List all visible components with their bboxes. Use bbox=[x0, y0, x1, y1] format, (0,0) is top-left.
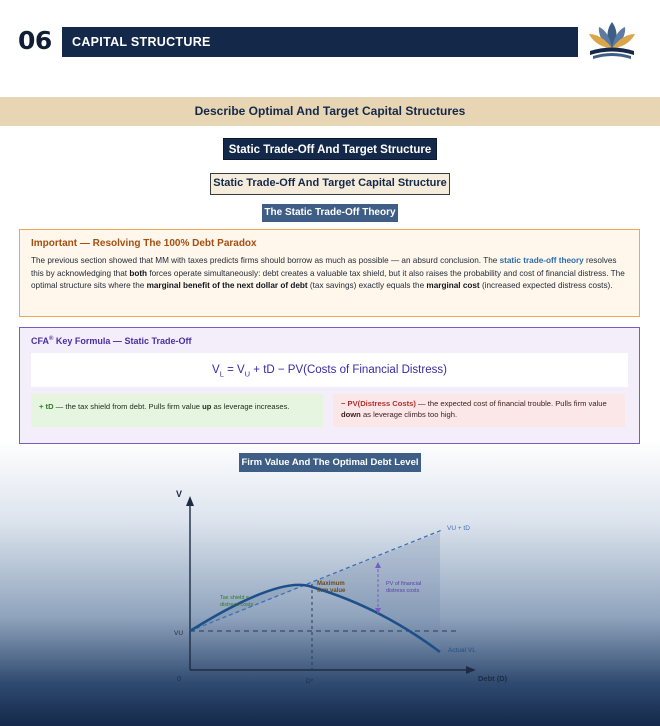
topic-title: Static Trade-Off And Target Structure bbox=[223, 138, 437, 160]
chart-title-label: Firm Value And The Optimal Debt Level bbox=[239, 453, 421, 472]
actual-vl-label: Actual VL bbox=[448, 647, 476, 654]
firm-value-chart bbox=[0, 472, 660, 692]
y-axis-arrow bbox=[186, 496, 194, 506]
static-trade-off-highlight: static trade-off theory bbox=[499, 256, 584, 265]
maximum-annotation-1: Maximum bbox=[317, 581, 345, 587]
maximum-annotation-2: firm value bbox=[317, 588, 346, 594]
important-body: The previous section showed that MM with taxes predicts firms should borrow as much as possible — an absurd conclusion. The static trade-off theory resolves this by acknowledging that both forces operate simultaneously: debt creates a valuable tax shield, but it also raises the probability and cost of financial distress. The optimal structure sits where the marginal benefit of the next dollar of debt (tax savings) exactly equals the marginal cost (increased expected distress costs). bbox=[31, 256, 625, 291]
distress-cost-term: − PV(Distress Costs) — the expected cost of financial trouble. Pulls firm value down as leverage climbs too high. bbox=[333, 394, 625, 427]
subtopic-title: Static Trade-Off And Target Capital Structure bbox=[210, 173, 450, 195]
x-axis-arrow bbox=[466, 666, 476, 674]
x-axis-label: Debt (D) bbox=[478, 674, 508, 683]
y-axis-label: V bbox=[176, 489, 183, 499]
chapter-title-bar bbox=[62, 27, 578, 57]
section-title: Describe Optimal And Target Capital Structures bbox=[0, 97, 660, 126]
origin-label: 0 bbox=[177, 674, 182, 683]
chapter-number: 06 bbox=[18, 26, 52, 55]
tax-shield-term: + tD — the tax shield from debt. Pulls firm value up as leverage increases. bbox=[31, 394, 323, 427]
vu-td-label: VU + tD bbox=[447, 525, 470, 532]
static-trade-off-theory-label: The Static Trade-Off Theory bbox=[262, 204, 398, 222]
tax-shield-annotation-2: distress costs bbox=[220, 602, 254, 608]
key-formula-box bbox=[19, 327, 640, 444]
formula-title: CFA® Key Formula — Static Trade-Off bbox=[31, 336, 192, 346]
important-callout bbox=[19, 229, 640, 317]
pv-distress-annotation-1: PV of financial bbox=[386, 581, 422, 587]
lotus-book-logo-icon bbox=[584, 18, 640, 62]
optimal-debt-label: D* bbox=[306, 678, 314, 685]
trade-off-equation: $V_L = V_U$ + tD − PV(Costs of Financial Distress) bbox=[31, 353, 628, 387]
tax-shield-annotation-1: Tax shield = bbox=[220, 595, 250, 601]
vu-label: VU bbox=[174, 630, 184, 637]
chapter-title: CAPITAL STRUCTURE bbox=[72, 35, 211, 49]
important-title: Important — Resolving The 100% Debt Paradox bbox=[31, 238, 257, 249]
pv-distress-annotation-2: distress costs bbox=[386, 588, 420, 594]
